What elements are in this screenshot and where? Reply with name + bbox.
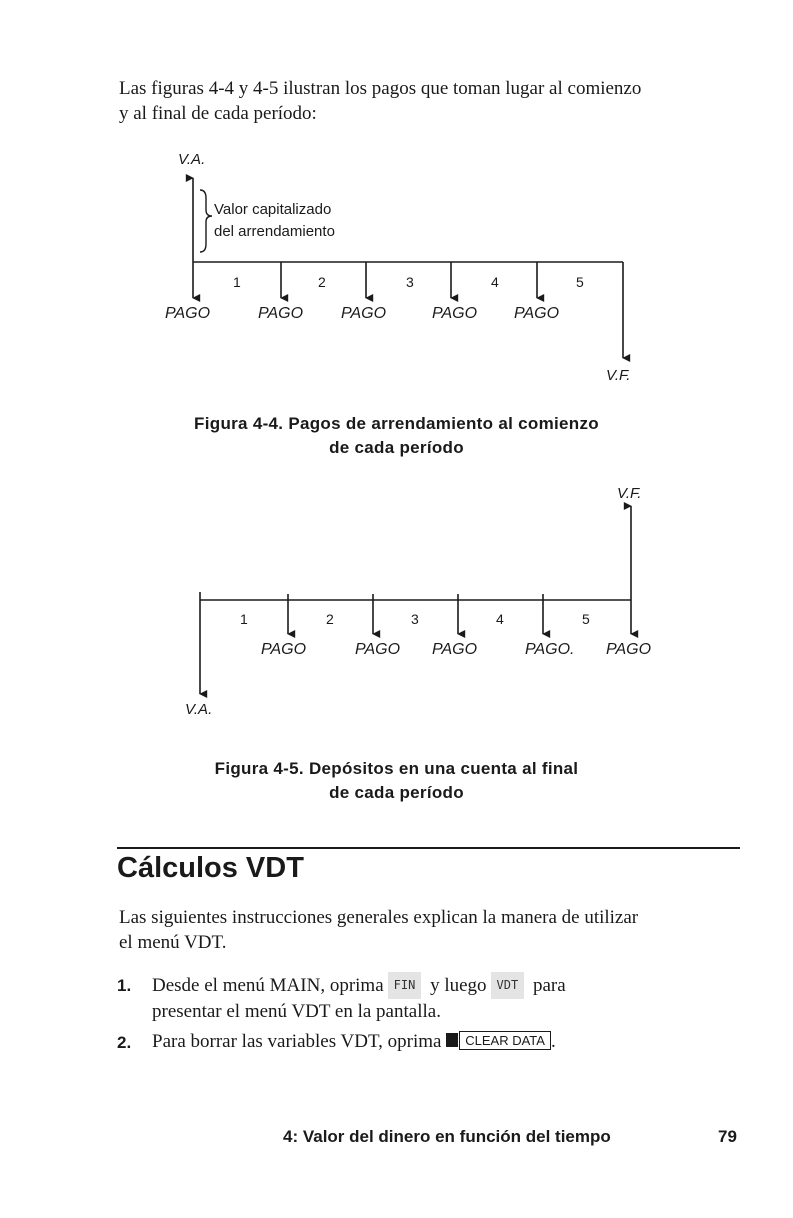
step-2-text-end: . — [550, 1031, 556, 1052]
step-2-number: 2. — [117, 1033, 132, 1052]
fig1-va-label: V.A. — [178, 151, 206, 168]
fig1-pago-label: PAGO — [514, 305, 560, 322]
fig1-pago-label: PAGO — [341, 305, 387, 322]
intro-line-1: Las figuras 4-4 y 4-5 ilustran los pagos que toman lugar al comienzo — [119, 78, 642, 99]
step-1-number: 1. — [117, 976, 132, 995]
step-2-text — [152, 1029, 742, 1054]
fig2-pago-label: PAGO. — [525, 641, 575, 658]
fig1-caption-line-2: de cada período — [329, 438, 464, 457]
fig1-period-1: 1 — [233, 274, 241, 290]
fig2-va-label: V.A. — [185, 701, 213, 718]
fig1-bracket-line-2: del arrendamiento — [214, 223, 335, 240]
step-1 — [117, 972, 742, 1024]
section-divider — [117, 847, 740, 849]
intro-line-2: y al final de cada período: — [119, 103, 317, 124]
fig2-period-2: 2 — [326, 611, 334, 627]
fig1-bracket-line-1: Valor capitalizado — [214, 201, 332, 218]
fig1-period-5: 5 — [576, 274, 584, 290]
section-intro-line-2: el menú VDT. — [119, 932, 227, 953]
section-title: Cálculos VDT — [117, 852, 304, 884]
vdt-softkey[interactable]: VDT — [491, 972, 525, 999]
fig1-vf-label: V.F. — [606, 367, 631, 384]
fig1-pago-label: PAGO — [165, 305, 211, 322]
fig1-pago-label: PAGO — [258, 305, 304, 322]
figure-4-4 — [165, 151, 630, 384]
fig2-period-5: 5 — [582, 611, 590, 627]
fig2-pago-label: PAGO — [432, 641, 478, 658]
fin-softkey[interactable]: FIN — [388, 972, 422, 999]
fig2-caption-line-1: Figura 4-5. Depósitos en una cuenta al final — [214, 759, 579, 778]
fig2-period-1: 1 — [240, 611, 248, 627]
step-2-text-a: Para borrar las variables VDT, oprima — [152, 1031, 442, 1052]
fig1-brace — [200, 190, 212, 252]
fig2-period-3: 3 — [411, 611, 419, 627]
section-intro — [119, 905, 739, 955]
fig2-pago-label: PAGO — [606, 641, 652, 658]
footer-chapter: 4: Valor del dinero en función del tiempo — [283, 1127, 611, 1146]
fig1-period-3: 3 — [406, 274, 414, 290]
clear-data-key[interactable]: CLEAR DATA — [459, 1031, 551, 1050]
fig2-vf-label: V.F. — [617, 485, 642, 502]
figure-4-5-caption — [0, 757, 793, 805]
step-1-text-line-2: presentar el menú VDT en la pantalla. — [152, 1001, 441, 1022]
fig1-period-2: 2 — [318, 274, 326, 290]
step-1-text — [152, 972, 742, 1024]
fig1-pago-label: PAGO — [432, 305, 478, 322]
figure-4-5 — [185, 485, 651, 718]
shift-key-icon[interactable] — [446, 1033, 458, 1047]
step-1-text-c: para — [532, 975, 566, 996]
step-2 — [117, 1029, 742, 1057]
page-number: 79 — [718, 1127, 737, 1146]
fig2-pago-label: PAGO — [355, 641, 401, 658]
figure-4-4-caption — [0, 412, 793, 460]
fig1-caption-line-1: Figura 4-4. Pagos de arrendamiento al comienzo — [194, 414, 599, 433]
step-1-text-a: Desde el menú MAIN, oprima — [152, 975, 384, 996]
fig1-period-4: 4 — [491, 274, 499, 290]
step-1-text-b: y luego — [430, 975, 487, 996]
section-intro-line-1: Las siguientes instrucciones generales explican la manera de utilizar — [119, 907, 639, 928]
fig2-caption-line-2: de cada período — [329, 783, 464, 802]
fig2-period-4: 4 — [496, 611, 504, 627]
fig2-pago-label: PAGO — [261, 641, 307, 658]
